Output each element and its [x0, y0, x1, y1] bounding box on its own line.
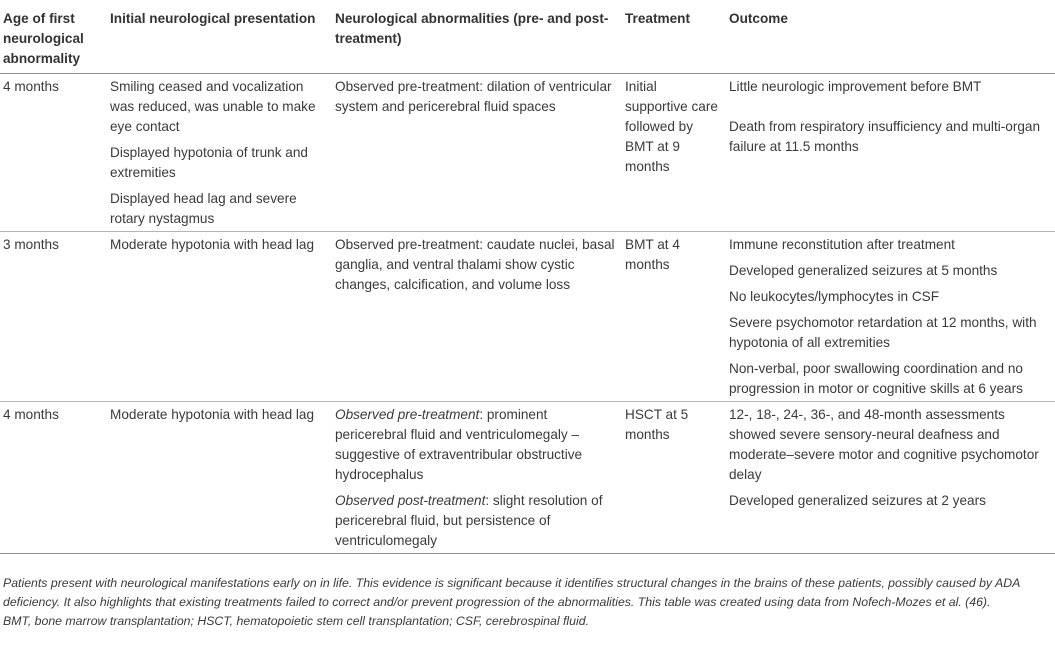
abnormality-text: Observed pre-treatment: dilation of ventricular system and pericerebral fluid spaces	[335, 79, 612, 114]
cell-outcome	[729, 74, 1055, 232]
header-initial: Initial neurological presentation	[110, 6, 335, 74]
abnormality-text: : prominent pericerebral fluid and ventriculomegaly – suggestive of extraventribular obstructive hydrocephalus	[335, 407, 583, 482]
outcome-item: Little neurologic improvement before BMT	[729, 79, 982, 94]
initial-item: Smiling ceased and vocalization was reduced, was unable to make eye contact	[110, 79, 316, 134]
outcome-item: Developed generalized seizures at 5 months	[729, 263, 998, 278]
cell-outcome	[729, 402, 1055, 554]
cell-age: 3 months	[0, 232, 110, 402]
initial-item: Moderate hypotonia with head lag	[110, 237, 315, 252]
cell-age: 4 months	[0, 74, 110, 232]
initial-item: Moderate hypotonia with head lag	[110, 407, 315, 422]
initial-item: Displayed head lag and severe rotary nystagmus	[110, 191, 297, 226]
cell-abnormalities	[335, 232, 625, 402]
outcome-item: 12-, 18-, 24-, 36-, and 48-month assessments showed severe sensory-neural deafness and moderate–severe motor and cognitive psychomotor delay	[729, 407, 1039, 482]
cell-abnormalities	[335, 402, 625, 554]
outcome-item: Immune reconstitution after treatment	[729, 237, 955, 252]
abnormality-item	[335, 491, 617, 551]
table-row	[0, 74, 1055, 232]
table-footnote	[3, 574, 1043, 631]
header-abnormalities: Neurological abnormalities (pre- and post- treatment)	[335, 6, 625, 74]
header-outcome: Outcome	[729, 6, 1055, 74]
cell-initial	[110, 402, 335, 554]
outcome-item: Severe psychomotor retardation at 12 months, with hypotonia of all extremities	[729, 315, 1037, 350]
outcome-item: No leukocytes/lymphocytes in CSF	[729, 289, 940, 304]
table-row	[0, 402, 1055, 554]
cell-initial	[110, 74, 335, 232]
abnormality-item	[335, 235, 617, 295]
outcome-item: Non-verbal, poor swallowing coordination and no progression in motor or cognitive skills at 6 years	[729, 361, 1023, 396]
cell-initial	[110, 232, 335, 402]
abnormality-label: Observed post-treatment	[335, 493, 486, 508]
cell-age: 4 months	[0, 402, 110, 554]
clinical-table	[0, 6, 1055, 554]
abnormality-label: Observed pre-treatment	[335, 407, 480, 422]
abnormality-item	[335, 405, 617, 485]
outcome-item: Death from respiratory insufficiency and multi-organ failure at 11.5 months	[729, 119, 1041, 154]
cell-treatment: BMT at 4 months	[625, 232, 729, 402]
outcome-item: Developed generalized seizures at 2 years	[729, 493, 986, 508]
initial-item: Displayed hypotonia of trunk and extremities	[110, 145, 308, 180]
header-age: Age of first neurological abnormality	[0, 6, 110, 74]
header-row	[0, 6, 1055, 74]
table-row	[0, 232, 1055, 402]
cell-outcome	[729, 232, 1055, 402]
footnote-abbreviations: BMT, bone marrow transplantation; HSCT, hematopoietic stem cell transplantation; CSF, cerebrospinal fluid.	[3, 614, 589, 628]
cell-treatment: Initial supportive care followed by BMT at 9 months	[625, 74, 729, 232]
cell-abnormalities	[335, 74, 625, 232]
footnote-text: Patients present with neurological manifestations early on in life. This evidence is significant because it identifies structural changes in the brains of these patients, possibly caused by ADA deficiency. It also highlights that existing treatments failed to correct and/or prevent progression of the abnormalities. This table was created using data from Nofech-Mozes et al. (46).	[3, 576, 1020, 609]
abnormality-item	[335, 77, 617, 117]
header-treatment: Treatment	[625, 6, 729, 74]
abnormality-text: : slight resolution of pericerebral fluid, but persistence of ventriculomegaly	[335, 493, 603, 548]
cell-treatment: HSCT at 5 months	[625, 402, 729, 554]
abnormality-text: Observed pre-treatment: caudate nuclei, basal ganglia, and ventral thalami show cystic changes, calcification, and volume loss	[335, 237, 615, 292]
